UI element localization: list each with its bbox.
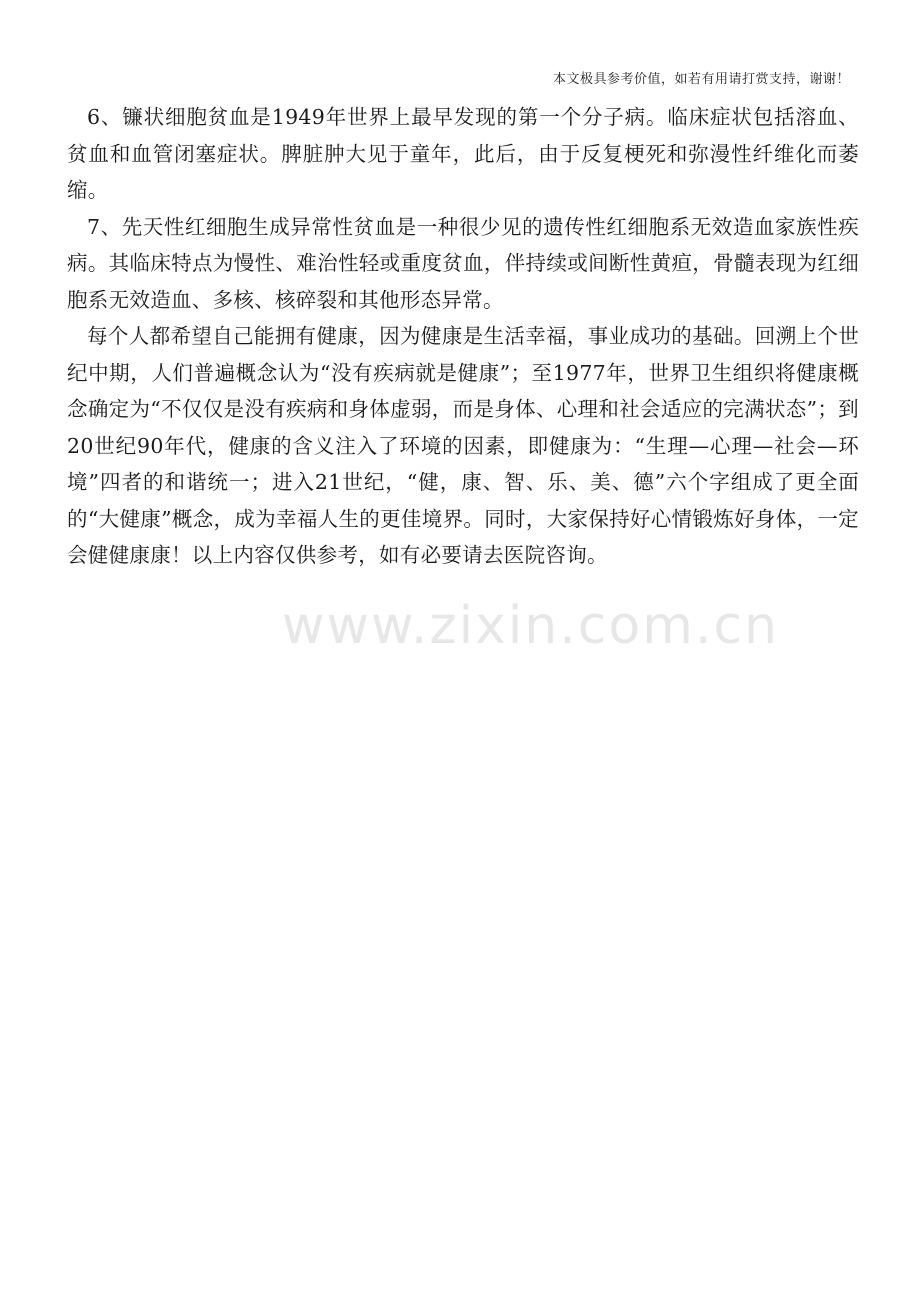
header-note: 本文极具参考价值，如若有用请打赏支持，谢谢！: [552, 72, 850, 87]
paragraph-sickle-cell: 6、镰状细胞贫血是1949年世界上最早发现的第一个分子病。临床症状包括溶血、贫血和血管闭塞症状。脾脏肿大见于童年，此后，由于反复梗死和弥漫性纤维化而萎缩。: [67, 105, 859, 202]
paragraph-health-concept: 每个人都希望自己能拥有健康，因为健康是生活幸福，事业成功的基础。回溯上个世纪中期，人们普遍概念认为“没有疾病就是健康”；至1977年，世界卫生组织将健康概念确定为“不仅仅是没有疾病和身体虚弱，而是身体、心理和社会适应的完满状态”；到20世纪90年代，健康的含义注入了环境的因素，即健康为：“生理—心理—社会—环境”四者的和谐统一；进入21世纪，“健，康、智、乐、美、德”六个字组成了更全面的“大健康”概念，成为幸福人生的更佳境界。同时，大家保持好心情锻炼好身体，一定会健健康康！以上内容仅供参考，如有必要请去医院咨询。: [67, 324, 859, 567]
watermark: www.zixin.com.cn: [282, 596, 779, 656]
paragraph-congenital-anemia: 7、先天性红细胞生成异常性贫血是一种很少见的遗传性红细胞系无效造血家族性疾病。其临床特点为慢性、难治性轻或重度贫血，伴持续或间断性黄疸，骨髓表现为红细胞系无效造血、多核、核碎裂和其他形态异常。: [67, 214, 859, 312]
document-body: [67, 99, 859, 574]
